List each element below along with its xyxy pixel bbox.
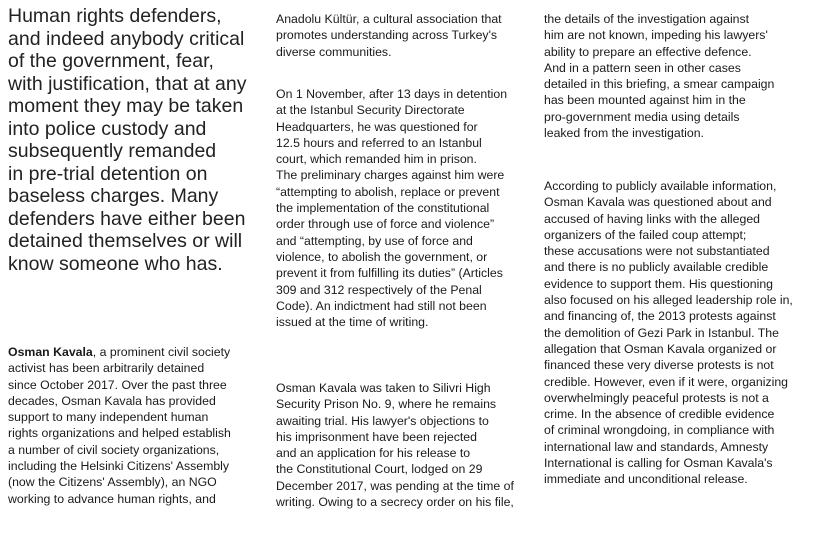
- pull-quote-line: Human rights defenders,: [8, 5, 222, 27]
- paragraph-line: and financing of, the 2013 protests against: [544, 309, 776, 324]
- paragraph-line: since October 2017. Over the past three: [8, 377, 227, 392]
- paragraph-line: and there is no publicly available credible: [544, 260, 769, 275]
- pull-quote-line: baseless charges. Many: [8, 185, 219, 207]
- pull-quote-line: with justification, that at any: [8, 72, 247, 95]
- paragraph-line: crime. In the absence of credible evidence: [544, 407, 775, 422]
- paragraph-line: the implementation of the constitutional: [276, 201, 490, 216]
- pull-quote-line: know someone who has.: [8, 252, 223, 275]
- pull-quote-line: of the government, fear,: [8, 50, 214, 72]
- paragraph-line: accused of having links with the alleged: [544, 211, 761, 226]
- paragraph-line: leaked from the investigation.: [544, 126, 704, 141]
- paragraph-line: December 2017, was pending at the time of: [276, 478, 514, 493]
- paragraph-line: promotes understanding across Turkey's: [276, 28, 498, 43]
- paragraph-line: overwhelmingly peaceful protests is not a: [544, 390, 769, 405]
- paragraph-line: Code). An indictment had still not been: [276, 298, 487, 313]
- pull-quote-line: into police custody and: [8, 117, 207, 140]
- paragraph-line: detailed in this briefing, a smear campaign: [544, 77, 775, 92]
- paragraph-line: “attempting to abolish, replace or prevent: [276, 184, 500, 199]
- paragraph-line: awaiting trial. His lawyer's objections to: [276, 413, 489, 428]
- paragraph-line: these accusations were not substantiated: [544, 244, 770, 259]
- paragraph-line: prevent it from fulfilling its duties” (Articles: [276, 266, 503, 281]
- paragraph-line: Headquarters, he was questioned for: [276, 119, 478, 134]
- paragraph-line: working to advance human rights, and: [8, 491, 216, 506]
- paragraph-line: his imprisonment have been rejected: [276, 429, 477, 444]
- paragraph-line: issued at the time of writing.: [276, 315, 429, 330]
- paragraph-line: On 1 November, after 13 days in detention: [276, 87, 508, 101]
- paragraph-line: including the Helsinki Citizens' Assembly: [8, 459, 230, 474]
- paragraph-line: financed these very diverse protests is not: [544, 358, 774, 373]
- paragraph-line: international law and standards, Amnesty: [544, 439, 769, 454]
- paragraph-line: and an application for his release to: [276, 446, 471, 461]
- intro-paragraph: [8, 344, 231, 507]
- paragraph-line: him are not known, impeding his lawyers': [544, 28, 768, 43]
- pull-quote-line: defenders have either been: [8, 207, 246, 230]
- paragraph-line: Osman Kavala was questioned about and: [544, 195, 772, 210]
- pull-quote-line: detained themselves or will: [8, 230, 243, 252]
- paragraph: [544, 11, 774, 141]
- paragraph-line: Security Prison No. 9, where he remains: [276, 397, 497, 412]
- paragraph-line: The preliminary charges against him were: [276, 168, 505, 183]
- paragraph-line: ability to prepare an effective defence.: [544, 44, 752, 59]
- paragraph: [544, 178, 793, 488]
- paragraph-line: court, which remanded him in prison.: [276, 152, 477, 167]
- paragraph-line: support to many independent human: [8, 410, 209, 425]
- paragraph-text: , a prominent civil society: [92, 345, 231, 359]
- pull-quote-line: moment they may be taken: [8, 95, 244, 117]
- paragraph-line: 12.5 hours and referred to an Istanbul: [276, 135, 482, 150]
- paragraph-line: Osman Kavala was taken to Silivri High: [276, 381, 491, 395]
- paragraph-line: activist has been arbitrarily detained: [8, 361, 205, 376]
- paragraph: [276, 11, 502, 60]
- paragraph-line: 309 and 312 respectively of the Penal: [276, 282, 482, 297]
- pull-quote-line: in pre-trial detention on: [8, 162, 208, 185]
- paragraph-line: the details of the investigation against: [544, 12, 750, 26]
- paragraph-line: order through use of force and violence”: [276, 217, 495, 232]
- pull-quote-line: subsequently remanded: [8, 140, 217, 162]
- paragraph-line: violence, to abolish the government, or: [276, 249, 488, 264]
- paragraph-line: evidence to support them. His questioning: [544, 276, 773, 291]
- paragraph-line: also focused on his alleged leadership role in,: [544, 293, 793, 308]
- paragraph-line: [8, 344, 231, 360]
- paragraph-line: the demolition of Gezi Park in Istanbul. The: [544, 325, 779, 340]
- paragraph-line: has been mounted against him in the: [544, 93, 746, 108]
- paragraph-line: the Constitutional Court, lodged on 29: [276, 462, 483, 477]
- paragraph-line: credible. However, even if it were, organizing: [544, 374, 789, 389]
- paragraph-line: writing. Owing to a secrecy order on his file,: [276, 495, 514, 510]
- paragraph-line: a number of civil society organizations,: [8, 442, 220, 457]
- paragraph: [276, 380, 514, 510]
- paragraph-line: And in a pattern seen in other cases: [544, 60, 741, 75]
- paragraph-line: allegation that Osman Kavala organized or: [544, 341, 777, 356]
- paragraph-line: According to publicly available information,: [544, 179, 777, 193]
- pull-quote: [8, 5, 260, 275]
- paragraph-line: at the Istanbul Security Directorate: [276, 103, 465, 118]
- paragraph-line: International is calling for Osman Kavala's: [544, 456, 773, 471]
- paragraph-line: Anadolu Kültür, a cultural association that: [276, 12, 502, 26]
- paragraph-line: decades, Osman Kavala has provided: [8, 393, 216, 408]
- person-name: Osman Kavala: [8, 345, 93, 359]
- paragraph: [276, 86, 507, 330]
- paragraph-line: immediate and unconditional release.: [544, 472, 748, 487]
- paragraph-line: organizers of the failed coup attempt;: [544, 227, 747, 242]
- paragraph-line: pro-government media using details: [544, 109, 740, 124]
- paragraph-line: and “attempting, by use of force and: [276, 233, 473, 248]
- paragraph-line: diverse communities.: [276, 44, 392, 59]
- paragraph-line: rights organizations and helped establish: [8, 426, 231, 441]
- paragraph-line: (now the Citizens' Assembly), an NGO: [8, 475, 217, 490]
- paragraph-line: of criminal wrongdoing, in compliance with: [544, 423, 775, 438]
- pull-quote-line: and indeed anybody critical: [8, 27, 245, 50]
